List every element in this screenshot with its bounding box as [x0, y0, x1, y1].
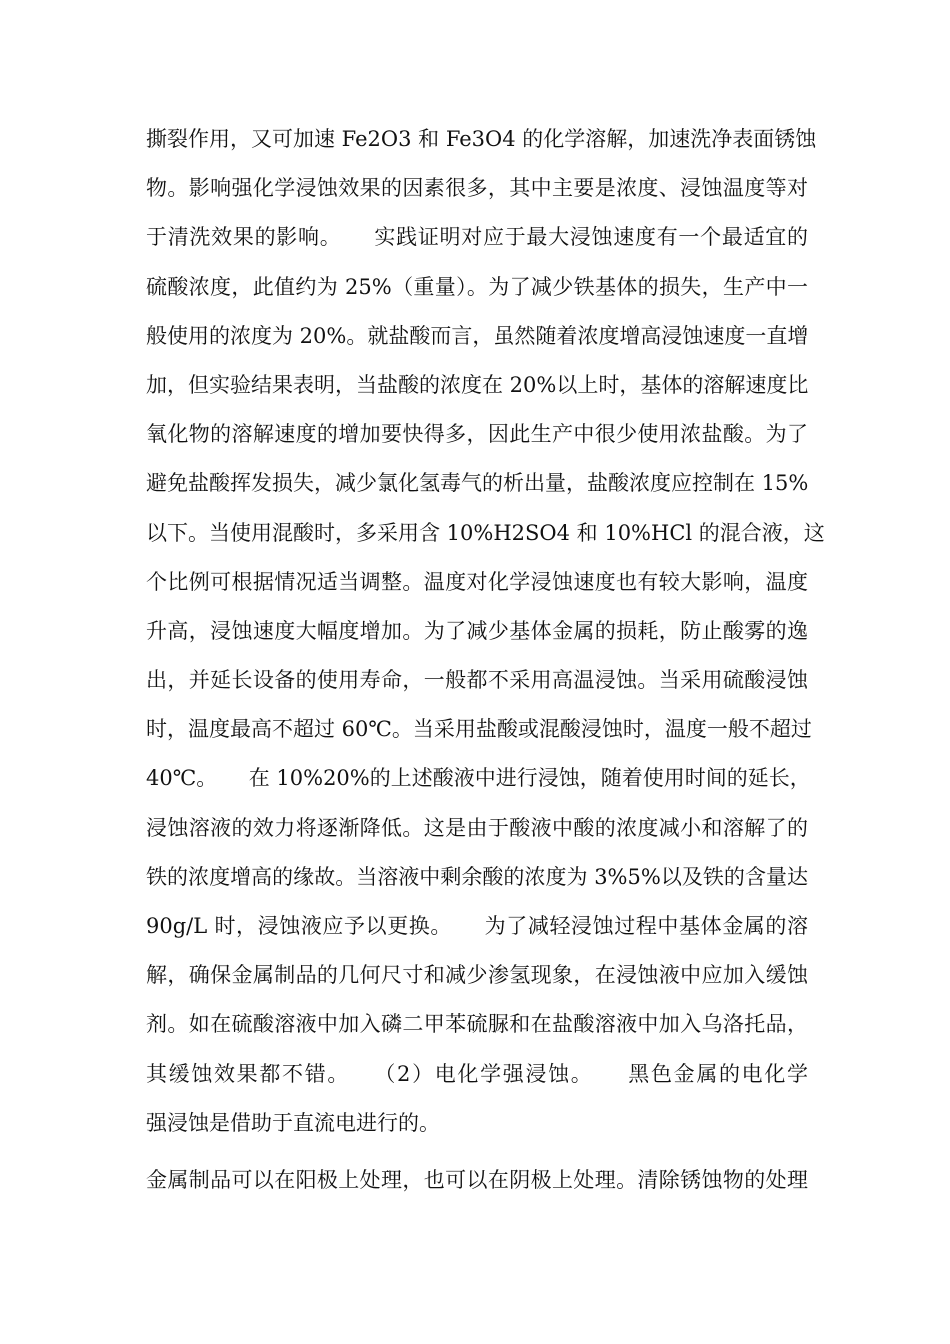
text-line: 加，但实验结果表明，当盐酸的浓度在 20%以上时，基体的溶解速度比 — [146, 372, 809, 397]
body-paragraph-next: 金属制品可以在阳极上处理，也可以在阴极上处理。清除锈蚀物的处理 — [146, 1168, 808, 1192]
text-line: 时，温度最高不超过 60℃。当采用盐酸或混酸浸蚀时，温度一般不超过 — [146, 717, 812, 742]
text-line: 物。影响强化学浸蚀效果的因素很多，其中主要是浓度、浸蚀温度等对 — [146, 176, 808, 201]
text-line: 撕裂作用，又可加速 Fe2O3 和 Fe3O4 的化学溶解，加速洗净表面锈蚀 — [146, 127, 817, 151]
text-line: 强浸蚀是借助于直流电进行的。 — [146, 1110, 440, 1135]
text-line: 般使用的浓度为 20%。就盐酸而言，虽然随着浓度增高浸蚀速度一直增 — [146, 323, 809, 348]
text-line: 避免盐酸挥发损失，减少氯化氢毒气的析出量，盐酸浓度应控制在 15% — [146, 471, 809, 496]
text-line: 升高，浸蚀速度大幅度增加。为了减少基体金属的损耗，防止酸雾的逸 — [146, 618, 808, 643]
text-line: 以下。当使用混酸时，多采用含 10%H2SO4 和 10%HCl 的混合液，这 — [146, 520, 825, 545]
text-line: 其缓蚀效果都不错。 （2）电化学强浸蚀。 黑色金属的电化学 — [146, 1061, 808, 1086]
text-line: 个比例可根据情况适当调整。温度对化学浸蚀速度也有较大影响，温度 — [146, 569, 808, 594]
text-line: 氧化物的溶解速度的增加要快得多，因此生产中很少使用浓盐酸。为了 — [146, 422, 808, 447]
body-paragraph — [146, 115, 825, 1148]
text-line: 于清洗效果的影响。 实践证明对应于最大浸蚀速度有一个最适宜的 — [146, 225, 808, 250]
text-line: 解，确保金属制品的几何尺寸和减少渗氢现象，在浸蚀液中应加入缓蚀 — [146, 963, 808, 988]
text-line: 硫酸浓度，此值约为 25%（重量）。为了减少铁基体的损失，生产中一 — [146, 274, 808, 299]
text-line: 浸蚀溶液的效力将逐渐降低。这是由于酸液中酸的浓度减小和溶解了的 — [146, 815, 808, 840]
text-line: 40℃。 在 10%20%的上述酸液中进行浸蚀，随着使用时间的延长， — [146, 766, 811, 791]
text-line: 90g/L 时，浸蚀液应予以更换。 为了减轻浸蚀过程中基体金属的溶 — [146, 914, 808, 938]
text-line: 出，并延长设备的使用寿命，一般都不采用高温浸蚀。当采用硫酸浸蚀 — [146, 668, 808, 693]
text-line: 剂。如在硫酸溶液中加入磷二甲苯硫脲和在盐酸溶液中加入乌洛托品， — [146, 1012, 808, 1037]
text-line: 铁的浓度增高的缘故。当溶液中剩余酸的浓度为 3%5%以及铁的含量达 — [146, 864, 808, 889]
